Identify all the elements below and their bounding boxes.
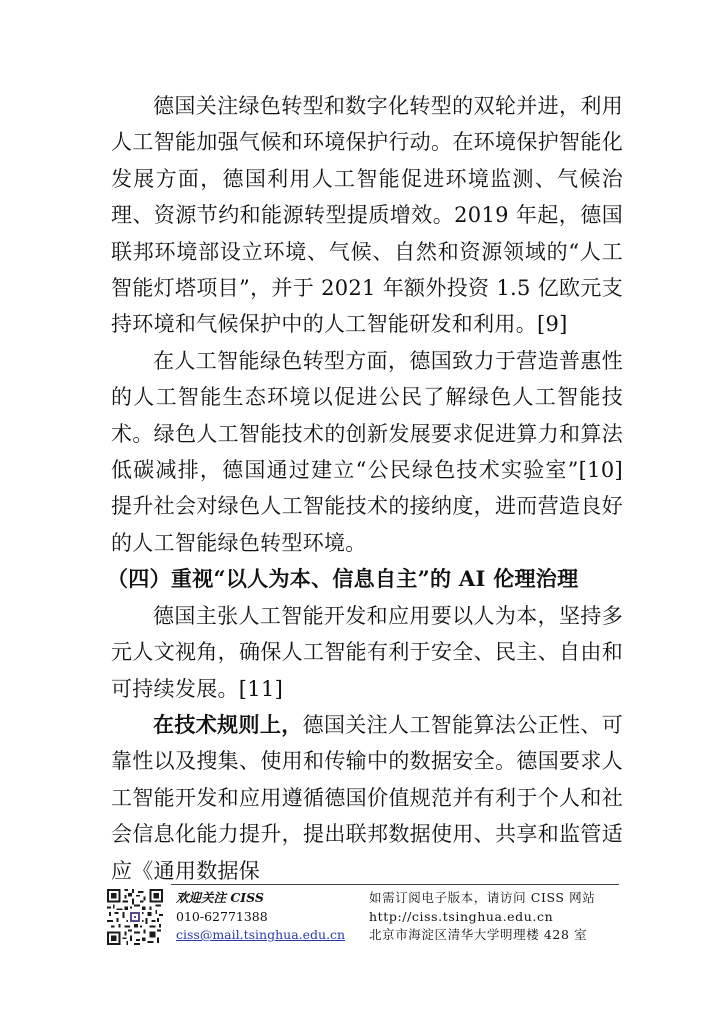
footer-follow-label: 欢迎关注 CISS [176,890,264,905]
footer-contact [176,889,366,945]
footer-phone: 010-62771388 [176,908,268,924]
footer-address: 北京市海淀区清华大学明理楼 428 室 [369,927,588,942]
footer-website-link[interactable]: http://ciss.tsinghua.edu.cn [369,908,554,924]
paragraph-human-centered-ai: 德国主张人工智能开发和应用要以人为本，坚持多元人文视角，确保人工智能有利于安全、民主、自由和可持续发展。[11] [111,603,623,701]
footer-divider [171,884,619,885]
qr-code-icon[interactable] [107,889,163,945]
footer-email-link[interactable]: ciss@mail.tsinghua.edu.cn [176,927,346,942]
paragraph-green-digital-transformation: 德国关注绿色转型和数字化转型的双轮并进，利用人工智能加强气候和环境保护行动。在环境保护智能化发展方面，德国利用人工智能促进环境监测、气候治理、资源节约和能源转型提质增效。2019 年起，德国联邦环境部设立环境、气候、自然和资源领域的“人工智能灯塔项目”，并于 2021 年额外投资 1.5 亿欧元支持环境和气候保护中的人工智能研发和利用。[9] [111,94,623,337]
footer-subscribe-note: 如需订阅电子版本，请访问 CISS 网站 [369,890,596,905]
paragraph-green-ai: 在人工智能绿色转型方面，德国致力于营造普惠性的人工智能生态环境以促进公民了解绿色人工智能技术。绿色人工智能技术的创新发展要求促进算力和算法低碳减排，德国通过建立“公民绿色技术实验室”[10]提升社会对绿色人工智能技术的接纳度，进而营造良好的人工智能绿色转型环境。 [111,348,623,555]
paragraph-rest-text: 德国关注人工智能算法公正性、可靠性以及搜集、使用和传输中的数据安全。德国要求人工智能开发和应用遵循德国价值规范并有利于个人和社会信息化能力提升，提出联邦数据使用、共享和监管适应《通用数据保 [111,712,624,883]
page-footer [101,884,621,948]
footer-info [369,889,621,945]
document-body [107,88,624,889]
paragraph-lead-bold: 在技术规则上， [153,711,303,737]
paragraph-technical-rules [111,707,623,889]
section-heading-ai-ethics: （四）重视“以人为本、信息自主”的 AI 伦理治理 [107,566,579,592]
